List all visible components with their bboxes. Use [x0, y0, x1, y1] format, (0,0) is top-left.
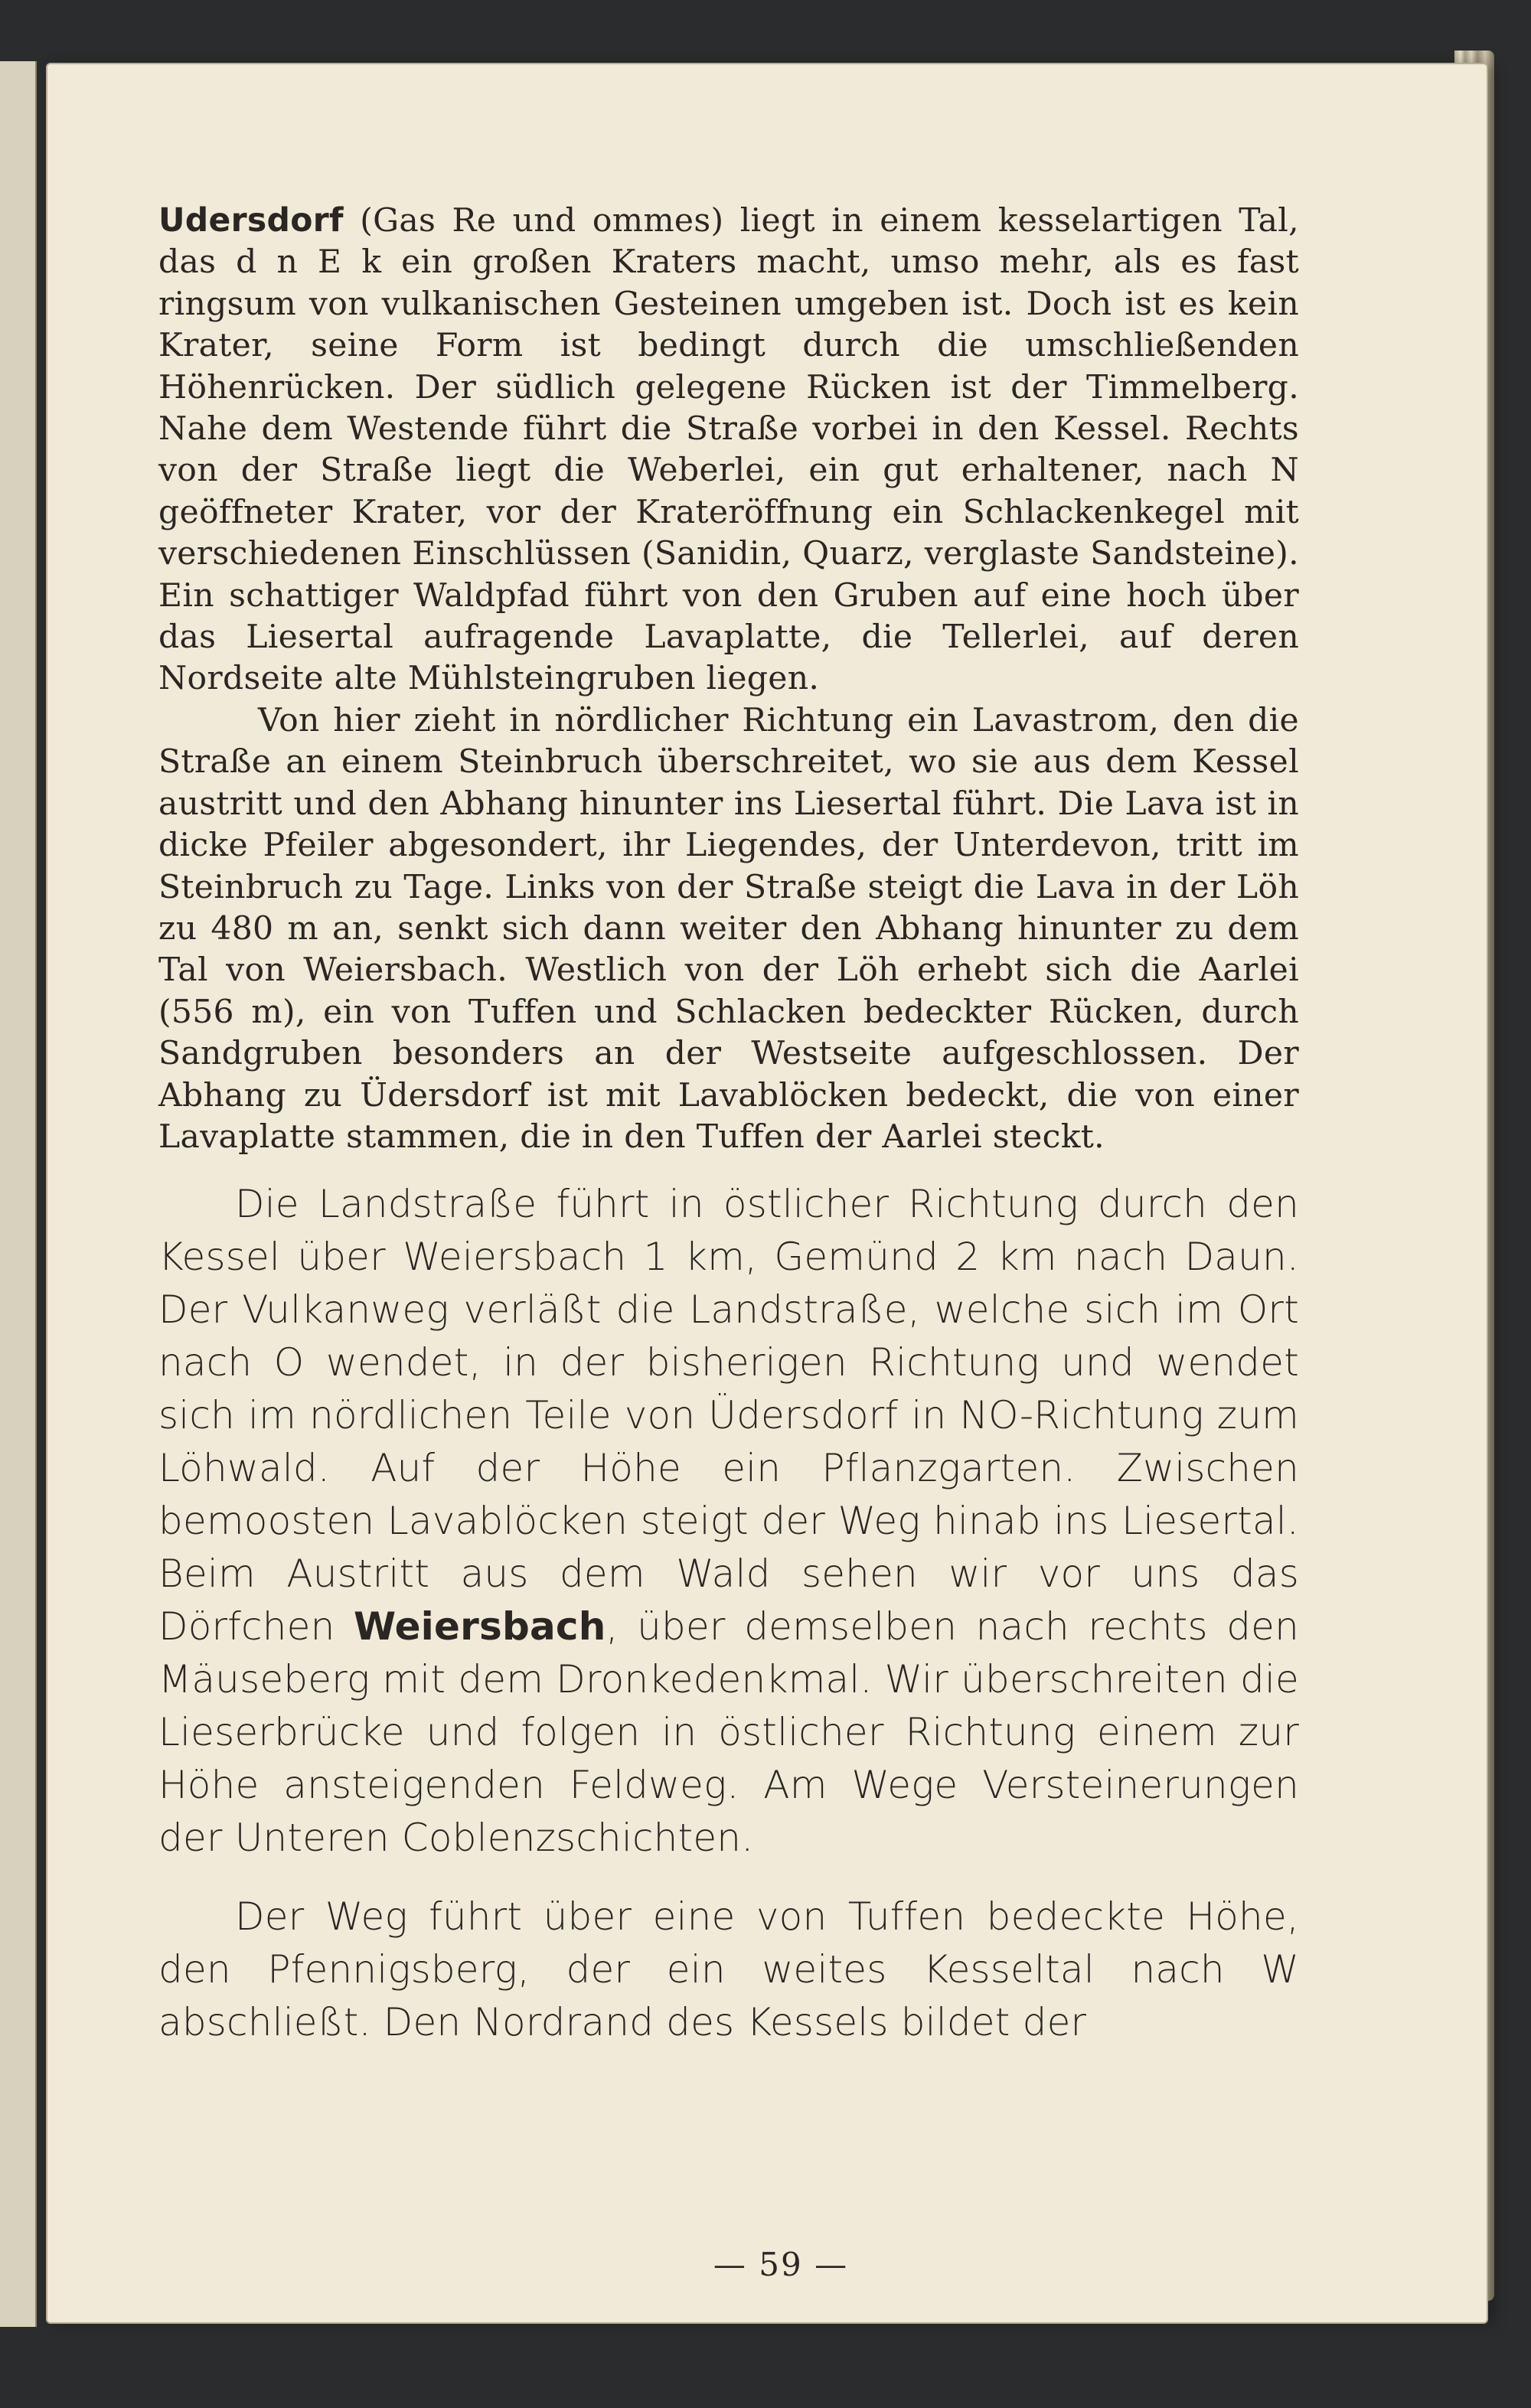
- page-number: — 59 —: [713, 2246, 849, 2283]
- left-page-edge: [0, 61, 37, 2327]
- paragraph-landstrasse: [158, 1178, 1299, 1865]
- paragraph-lavastrom: Von hier zieht in nördlicher Richtung ein Lavastrom, den die Straße an einem Steinbruch überschreitet, wo sie aus dem Kessel austritt und den Abhang hinunter ins Liesertal führt. Die Lava ist in dicke Pfeiler abgesondert, ihr Liegendes, der Unterdevon, tritt im Steinbruch zu Tage. Links von der Straße steigt die Lava in der Löh zu 480 m an, senkt sich dann weiter den Abhang hinunter zu dem Tal von Weiersbach. Westlich von der Löh erhebt sich die Aarlei (556 m), ein von Tuffen und Schlacken bedeckter Rücken, durch Sandgruben besonders an der Westseite aufgeschlossen. Der Abhang zu Üdersdorf ist mit Lavablöcken bedeckt, die von einer Lavaplatte stammen, die in den Tuffen der Aarlei steckt.: [158, 701, 1299, 1156]
- page-text: [158, 201, 1299, 2049]
- paragraph-udersdorf: [158, 201, 1299, 700]
- place-name-weiersbach: Weiersbach: [354, 1604, 606, 1649]
- paragraph-text: (Gas Re und ommes) liegt in einem kesselartigen Tal, das d n E k ein großen Kraters macht, umso mehr, als es fast ringsum von vulkanischen Gesteinen umgeben ist. Doch ist es kein Krater, seine Form ist bedingt durch die umschließenden Höhenrücken. Der südlich gelegene Rücken ist der Timmelberg. Nahe dem Westende führt die Straße vorbei in den Kessel. Rechts von der Straße liegt die Weberlei, ein gut erhaltener, nach N geöffneter Krater, vor der Krateröffnung ein Schlackenkegel mit verschiedenen Einschlüssen (Sanidin, Quarz, verglaste Sandsteine). Ein schattiger Waldpfad führt von den Gruben auf eine hoch über das Liesertal aufragende Lavaplatte, die Tellerlei, auf deren Nordseite alte Mühlsteingruben liegen.: [158, 202, 1299, 698]
- paragraph-text-after: , über demselben nach rechts den Mäuseberg mit dem Dronkedenkmal. Wir überschreiten die Lieserbrücke und folgen in östlicher Richtung einem zur Höhe ansteigenden Feldweg. Am Wege Versteinerungen der Unteren Coblenzschichten.: [158, 1604, 1299, 1861]
- paragraph-text-before: Die Landstraße führt in östlicher Richtung durch den Kessel über Weiersbach 1 km, Gemünd 2 km nach Daun. Der Vulkanweg verläßt die Landstraße, welche sich im Ort nach O wendet, in der bisherigen Richtung und wendet sich im nördlichen Teile von Üdersdorf in NO-Richtung zum Löhwald. Auf der Höhe ein Pflanzgarten. Zwischen bemoosten Lavablöcken steigt der Weg hinab ins Liesertal. Beim Austritt aus dem Wald sehen wir vor uns das Dörfchen: [158, 1182, 1299, 1649]
- place-name-udersdorf: Udersdorf: [158, 202, 344, 240]
- paragraph-pfennigsberg: Der Weg führt über eine von Tuffen bedeckte Höhe, den Pfennigsberg, der ein weites Kesseltal nach W abschließt. Den Nordrand des Kessels bildet der: [158, 1894, 1299, 2045]
